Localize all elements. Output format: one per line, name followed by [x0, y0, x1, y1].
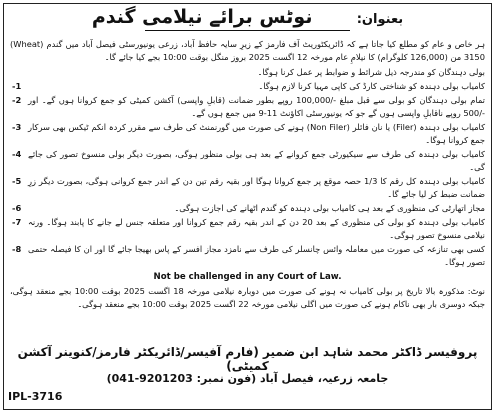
condition-item [10, 216, 485, 242]
condition-item [10, 121, 485, 147]
condition-item [10, 175, 485, 201]
condition-number: -7 [12, 217, 22, 227]
conditions-list [10, 80, 485, 269]
phone-label-text: فون نمبر [201, 372, 252, 385]
condition-text: کامیاب بولی دہندہ کو بولی کی منظوری کے بعد 20 دن کے اندر بقیہ رقم جمع کروانا اور متعلقہ جنس لے جانے کا پابند ہوگا۔ ورنہ نیلامی منسوخ تصور ہوگی۔ [28, 217, 485, 240]
conditions-heading: بولی دہندگان کو مندرجہ ذیل شرائط و ضوابط پر عمل کرنا ہوگا۔ [257, 67, 485, 77]
legal-disclaimer: Not be challenged in any Court of Law. [153, 272, 342, 282]
condition-number: -8 [12, 244, 22, 254]
ipl-code: IPL-3716 [8, 390, 63, 403]
intro-paragraph: ہر خاص و عام کو مطلع کیا جاتا ہے کہ ڈائریکٹوریٹ آف فارمز کے زیرِ سایہ حافظ آباد، زرعی یونیورسٹی فیصل آباد میں گندم (Wheat) 3150 من (126,000 کلوگرام) کا نیلامِ عام مورخہ 12 اگست 2025 بروز منگل بوقت 10:00 بجے کیا جائے گا۔ [10, 39, 485, 62]
title-label: بعنوان: [356, 12, 404, 27]
title-main: نوٹس برائے نیلامی گندم [91, 6, 313, 28]
signature-line: پروفیسر ڈاکٹر محمد شاہد ابن ضمیر (فارم آفیسر/ڈائریکٹر فارمز/کنوینر آکشن کمیٹی) [17, 345, 478, 373]
condition-item [10, 148, 485, 174]
condition-text: کامیاب بولی دہندہ کو شناختی کارڈ کی کاپی مہیا کرنا لازم ہوگا۔ [258, 81, 485, 91]
condition-item [10, 94, 485, 120]
condition-item [10, 243, 485, 269]
condition-number: -5 [12, 176, 22, 186]
condition-text: کامیاب بولی دہندہ کل رقم کا 1/3 حصہ موقع پر جمع کروانا ہوگا اور بقیہ رقم تین دن کے اندر جمع کروانی ہوگی، بصورت دیگر زرِ ضمانت ضبط کر لیا جائے گا۔ [28, 176, 485, 199]
condition-number: -4 [12, 149, 22, 159]
phone-label: (فون نمبر: [192, 372, 257, 385]
condition-text: تمام بولی دہندگان کو بولی سے قبل مبلغ -/100,000 روپے بطور ضمانت (قابلِ واپسی) آکشن کمیٹی کو جمع کروانا ہوں گے۔ اور -/500 روپے ناقابلِ واپسی ہوں گے جو کہ یونیورسٹی اکاؤنٹ 11-9 میں جمع ہوں گے۔ [28, 95, 485, 118]
address-text: جامعہ زرعیہ، فیصل آباد [260, 372, 389, 385]
condition-item [10, 202, 485, 215]
notice-title [0, 6, 495, 28]
title-underline [145, 30, 350, 31]
condition-text: کامیاب بولی دہندہ (Filer) یا نان فائلر (Non Filer) ہونے کی صورت میں گورنمنٹ کی طرف سے مقرر کردہ انکم ٹیکس بھی سرکار جمع کروانا ہوگا۔ [28, 122, 486, 145]
condition-text: کامیاب بولی دہندہ کی طرف سے سیکیورٹی جمع کروانے کے بعد ہی بولی منظور ہوگی، بصورت دیگر بولی منسوخ تصور کی جائے گی۔ [28, 149, 485, 172]
condition-text: مجاز اتھارٹی کی منظوری کے بعد ہی کامیاب بولی دہندہ کو گندم اٹھانے کی اجازت ہوگی۔ [174, 203, 485, 213]
condition-number: -1 [12, 81, 22, 91]
notice-body [10, 38, 485, 311]
condition-text: کسی بھی تنازعہ کی صورت میں معاملہ وائس چانسلر کی طرف سے نامزد مجاز افسر کے پاس بھیجا جائے گا اور ان کا فیصلہ حتمی تصور ہوگا۔ [28, 244, 485, 267]
phone-close: ) [106, 372, 112, 385]
condition-number: -3 [12, 122, 22, 132]
note-paragraph: نوٹ: مذکورہ بالا تاریخ پر بولی کامیاب نہ ہونے کی صورت میں دوبارہ نیلامی مورخہ 18 اگست 2025 بوقت 10:00 بجے منعقد ہوگی، جبکہ دوسری بار بھی ناکام ہونے کی صورت میں اگلی نیلامی مورخہ 22 اگست 2025 بوقت 10:00 بجے منعقد ہوگی۔ [10, 286, 485, 309]
condition-item [10, 80, 485, 93]
contact-line [0, 372, 495, 385]
phone-number: 041-9201203 [111, 372, 193, 385]
condition-number: -2 [12, 95, 22, 105]
condition-number: -6 [12, 203, 22, 213]
